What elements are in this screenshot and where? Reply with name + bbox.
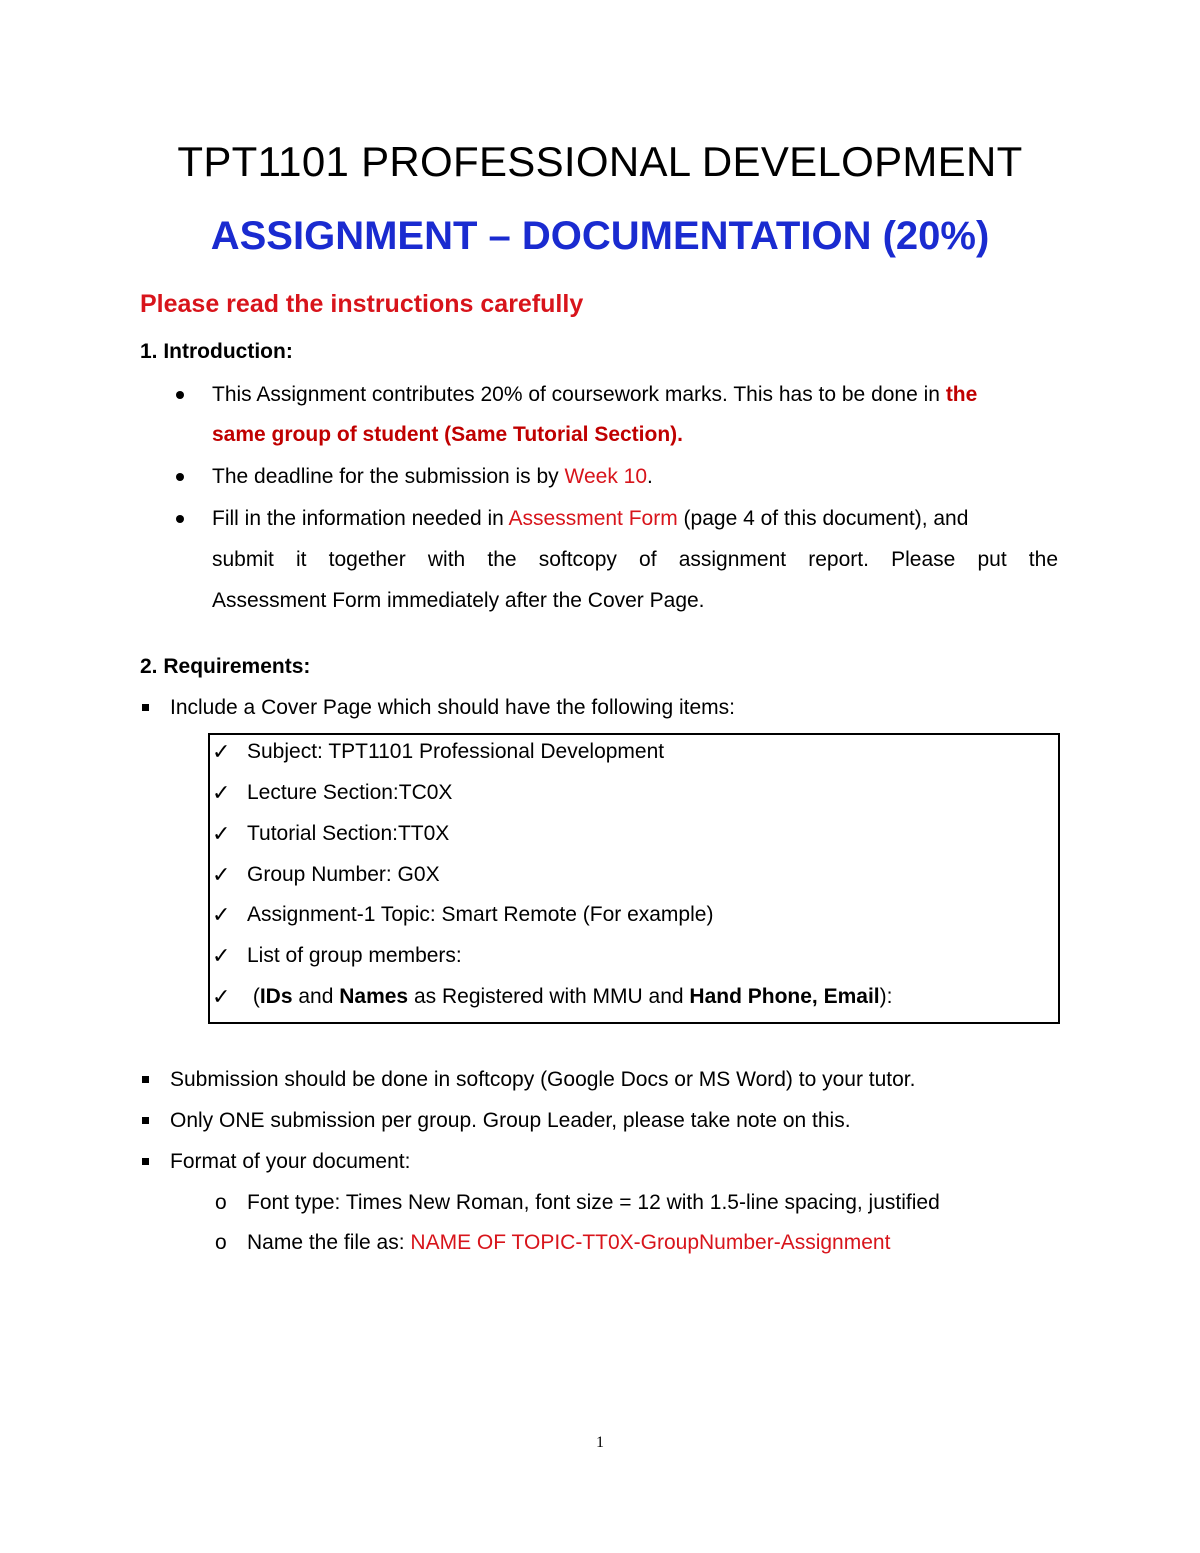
checklist-item: Group Number: G0X [247,863,440,886]
font-type-line: Font type: Times New Roman, font size = 12 with 1.5-line spacing, justified [247,1191,940,1214]
checkmark-icon: ✓ [212,943,231,968]
checkmark-icon: ✓ [212,821,231,846]
bullet-icon [176,391,184,399]
checkmark-icon: ✓ [212,780,231,805]
one-submission-note: Only ONE submission per group. Group Leader, please take note on this. [170,1109,851,1132]
circle-bullet-icon: o [215,1231,227,1254]
intro-bullet-1-line-1: This Assignment contributes 20% of coursework marks. This has to be done in the [212,383,978,406]
submission-note: Submission should be done in softcopy (Google Docs or MS Word) to your tutor. [170,1068,916,1091]
square-bullet-icon [142,704,149,711]
format-heading: Format of your document: [170,1150,411,1173]
checklist-item: Subject: TPT1101 Professional Development [247,740,665,763]
introduction-heading: 1. Introduction: [140,340,293,363]
checkmark-icon: ✓ [212,739,231,764]
bullet-icon [176,473,184,481]
square-bullet-icon [142,1076,149,1083]
checklist-item: Lecture Section:TC0X [247,781,453,804]
square-bullet-icon [142,1117,149,1124]
intro-bullet-2: The deadline for the submission is by Week 10. [212,465,653,488]
checklist-item: Tutorial Section:TT0X [247,822,450,845]
intro-bullet-1-line-2: same group of student (Same Tutorial Section). [212,423,683,446]
cover-page-intro: Include a Cover Page which should have the following items: [170,696,735,719]
page-number: 1 [596,1434,604,1451]
intro-bullet-3-line-1: Fill in the information needed in Assessment Form (page 4 of this document), and [212,507,969,530]
requirements-heading: 2. Requirements: [140,655,311,678]
intro-bullet-3-line-2: submit it together with the softcopy of assignment report. Please put the [212,548,1058,571]
checkmark-icon: ✓ [212,902,231,927]
intro-bullet-3-line-3: Assessment Form immediately after the Cover Page. [212,589,705,612]
checkmark-icon: ✓ [212,984,231,1009]
checkmark-icon: ✓ [212,862,231,887]
circle-bullet-icon: o [215,1191,227,1214]
assignment-subtitle: ASSIGNMENT – DOCUMENTATION (20%) [210,214,990,258]
checklist-item-member-details: (IDs and Names as Registered with MMU and Hand Phone, Email): [247,985,893,1008]
file-name-line: Name the file as: NAME OF TOPIC-TT0X-GroupNumber-Assignment [247,1231,891,1254]
checklist-item: List of group members: [247,944,462,967]
checklist-item: Assignment-1 Topic: Smart Remote (For example) [247,903,714,926]
square-bullet-icon [142,1158,149,1165]
document-title: TPT1101 PROFESSIONAL DEVELOPMENT [177,138,1023,185]
bullet-icon [176,515,184,523]
instructions-notice: Please read the instructions carefully [140,290,584,318]
